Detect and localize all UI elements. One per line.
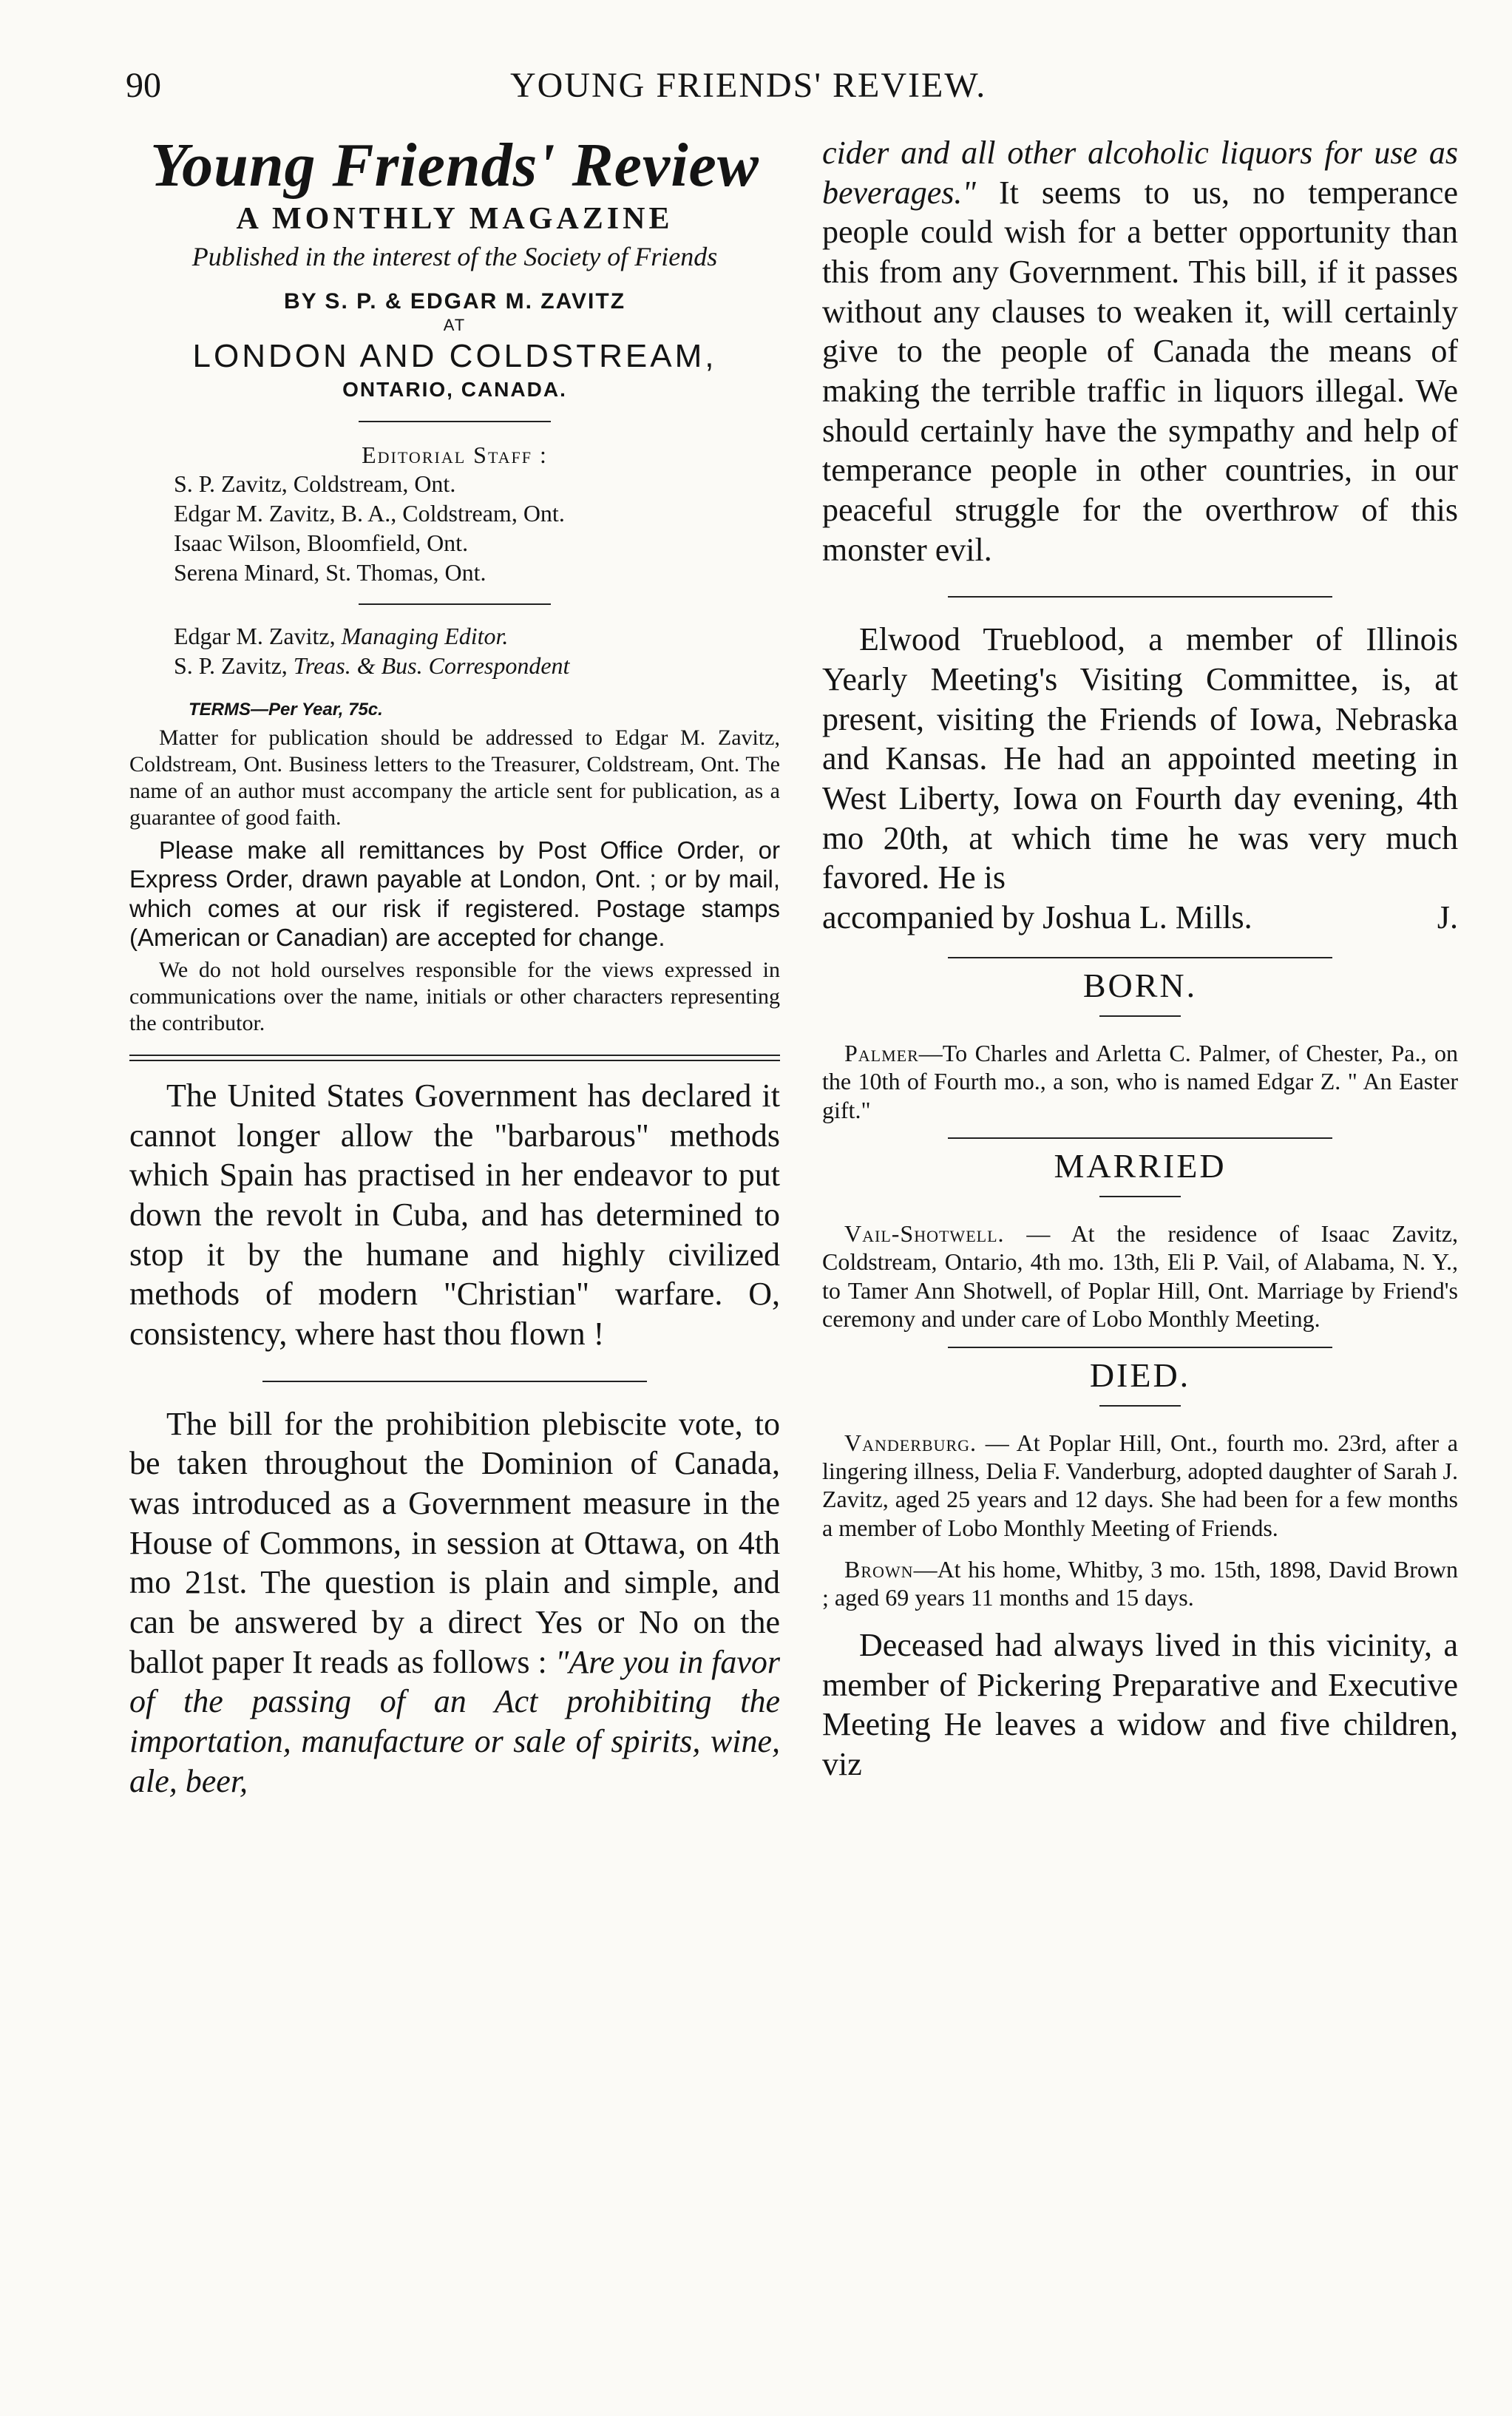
died-notice: Vanderburg. — At Poplar Hill, Ont., fourth mo. 23rd, after a lingering illness, Delia F. Vanderburg, adopted daughter of Sarah J. Zavitz, aged 25 years and 12 days. She had been for a few months a member of Lobo Monthly Meeting of Friends.	[822, 1429, 1458, 1541]
terms-paragraph: Matter for publication should be addressed to Edgar M. Zavitz, Coldstream, Ont. Business letters to the Treasurer, Coldstream, Ont. The name of an author must accompany the article sent for publication, as a guarantee of good faith.	[129, 725, 780, 830]
masthead-byline: BY S. P. & EDGAR M. ZAVITZ	[283, 288, 626, 314]
staff-heading: Editorial Staff :	[362, 441, 548, 468]
terms-paragraph: We do not hold ourselves responsible for the views expressed in communications over the name, initials or other characters representing the contributor.	[129, 958, 780, 1036]
masthead-at: AT	[443, 315, 467, 334]
divider	[262, 1381, 647, 1382]
running-head: YOUNG FRIENDS' REVIEW.	[510, 66, 987, 105]
page-number: 90	[126, 66, 161, 105]
staff-member: Edgar M. Zavitz, B. A., Coldstream, Ont.	[174, 499, 565, 527]
staff-member: Isaac Wilson, Bloomfield, Ont.	[174, 529, 469, 556]
divider	[1099, 1196, 1181, 1197]
article-trueblood-closing: accompanied by Joshua L. Mills. J.	[822, 898, 1458, 938]
left-column	[129, 133, 780, 1801]
divider	[359, 603, 551, 605]
masthead-place: LONDON AND COLDSTREAM,	[192, 337, 717, 374]
divider	[359, 421, 551, 422]
born-notice: Palmer—To Charles and Arletta C. Palmer, of Chester, Pa., on the 10th of Fourth mo., a son, who is named Edgar Z. " An Easter gift."	[822, 1039, 1458, 1123]
article-cuba: The United States Government has declared it cannot longer allow the "barbarous" methods which Spain has practised in her endeavor to put down the revolt in Cuba, and has determined to stop it by the humane and highly civilized methods of modern "Christian" warfare. O, consistency, where hast thou flown !	[129, 1077, 780, 1353]
right-column	[822, 133, 1458, 1784]
divider	[948, 596, 1332, 598]
article-plebiscite-continued: cider and all other alcoholic liquors for use as beverages." It seems to us, no temperance people could wish for a better opportunity than this from any Government. This bill, if it passes without any clauses to weaken it, will certainly give to the people of Canada the means of making the terrible traffic in liquors illegal. We should certainly have the sympathy and help of temperance people in other countries, in our peaceful struggle for the overthrow of this monster evil.	[822, 135, 1458, 568]
article-plebiscite: The bill for the prohibition plebiscite vote, to be taken throughout the Dominion of Canada, was introduced as a Government measure in the House of Commons, in session at Ottawa, on 4th mo 21st. The question is plain and simple, and can be answered by a direct Yes or No on the ballot paper It reads as follows : "Are you in favor of the passing of an Act prohibiting the importation, manufacture or sale of spirits, wine, ale, beer,	[129, 1405, 780, 1799]
divider	[1099, 1015, 1181, 1017]
divider	[948, 1347, 1332, 1348]
divider	[948, 957, 1332, 958]
divider	[1099, 1405, 1181, 1407]
masthead-subtitle: A MONTHLY MAGAZINE	[236, 202, 674, 237]
died-closing: Deceased had always lived in this vicinity, a member of Pickering Preparative and Executive Meeting He leaves a widow and five children, viz	[822, 1626, 1458, 1782]
married-heading: MARRIED	[1054, 1146, 1227, 1185]
masthead-publication-line: Published in the interest of the Society of Friends	[191, 242, 718, 272]
died-heading: DIED.	[1089, 1356, 1191, 1394]
died-notice: Brown—At his home, Whitby, 3 mo. 15th, 1898, David Brown ; aged 69 years 11 months and 15 days.	[822, 1556, 1458, 1611]
staff-member: S. P. Zavitz, Coldstream, Ont.	[174, 470, 456, 497]
divider	[948, 1137, 1332, 1139]
staff-member: Serena Minard, St. Thomas, Ont.	[174, 558, 487, 586]
terms-paragraph: Please make all remittances by Post Office Order, or Express Order, drawn payable at London, Ont. ; or by mail, which comes at our risk if registered. Postage stamps (American or Canadian) are accepted for change.	[129, 836, 780, 952]
born-heading: BORN.	[1082, 966, 1198, 1004]
article-trueblood: Elwood Trueblood, a member of Illinois Yearly Meeting's Visiting Committee, is, at present, visiting the Friends of Iowa, Nebraska and Kansas. He had an appointed meeting in West Liberty, Iowa on Fourth day evening, 4th mo 20th, at which time he was very much favored. He is	[822, 621, 1458, 896]
terms-label: TERMS—Per Year, 75c.	[189, 699, 383, 720]
masthead-title: Young Friends' Review	[150, 131, 759, 200]
double-divider	[129, 1055, 780, 1061]
signature-initial: J.	[1437, 899, 1458, 936]
masthead-country: ONTARIO, CANADA.	[342, 377, 567, 401]
married-notice: Vail-Shotwell. — At the residence of Isaac Zavitz, Coldstream, Ontario, 4th mo. 13th, Eli P. Vail, of Alabama, N. Y., to Tamer Ann Shotwell, of Poplar Hill, Ont. Marriage by Friend's ceremony and under care of Lobo Monthly Meeting.	[822, 1219, 1458, 1333]
staff-role: S. P. Zavitz, Treas. & Bus. Correspondent	[174, 652, 570, 679]
staff-role: Edgar M. Zavitz, Managing Editor.	[174, 622, 509, 649]
